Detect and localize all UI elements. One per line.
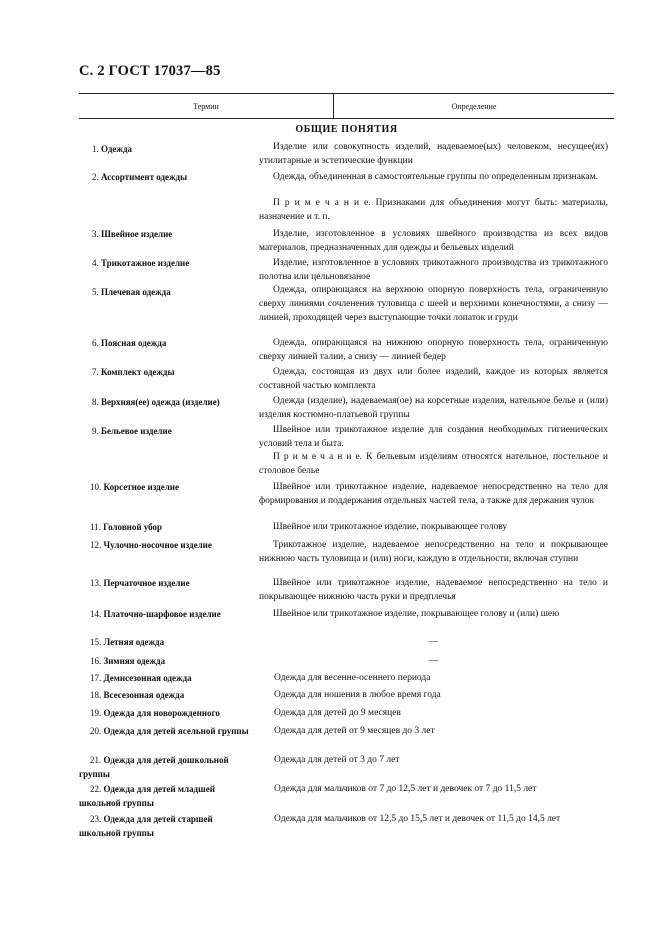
term-number: 11. [90, 522, 104, 532]
term-text: Демисезонная одежда [103, 673, 192, 683]
definition-text: Изделие или совокупность изделий, надеваемое(ых) человеком, несущее(их) утилитарные и эстетические функции [259, 142, 608, 166]
term-text: Перчаточное изделие [103, 578, 190, 588]
definition-text: Одежда, опирающаяся на нижнюю опорную поверхность тела, ограниченную сверху линией талии, а снизу — линией бедер [259, 338, 608, 362]
definition-text: Швейное или трикотажное изделие, надеваемое непосредственно на тело и покрывающее нижнюю часть руки и предплечья [259, 578, 608, 602]
term-number: 2. [92, 172, 101, 182]
column-header-term: Термин [193, 102, 219, 111]
table-header [79, 93, 614, 119]
term-number: 13. [90, 578, 104, 588]
term-text: Одежда для детей ясельной группы [103, 726, 249, 736]
definition-text: Одежда для детей от 9 месяцев до 3 лет [274, 726, 435, 736]
term-item [79, 424, 255, 438]
term-text: Одежда для детей старшей школьной группы [79, 814, 213, 838]
term-item [79, 395, 255, 409]
term-number: 7. [92, 367, 101, 377]
term-number: 6. [92, 338, 101, 348]
term-item [79, 256, 255, 270]
definition-note: П р и м е ч а н и е. Признаками для объединения могут быть: материалы, назначение и т. п. [259, 198, 608, 222]
term-item [79, 365, 255, 379]
term-number: 14. [90, 609, 104, 619]
term-text: Плечевая одежда [101, 287, 171, 297]
term-number: 4. [92, 258, 101, 268]
term-text: Одежда [101, 144, 133, 154]
term-item [79, 576, 255, 590]
term-item [79, 170, 255, 184]
term-item [79, 480, 255, 494]
term-text: Одежда для детей младшей школьной группы [79, 784, 215, 808]
term-text: Верхняя(ее) одежда (изделие) [101, 397, 220, 407]
definition-text: — [428, 656, 439, 666]
term-item [79, 671, 255, 685]
term-item [79, 227, 255, 241]
definition-text: Одежда для мальчиков от 7 до 12,5 лет и девочек от 7 до 11,5 лет [274, 784, 537, 794]
term-text: Летняя одежда [103, 637, 165, 647]
term-number: 16. [90, 656, 104, 666]
term-item [79, 654, 255, 668]
term-item [79, 812, 255, 840]
term-item [79, 706, 255, 720]
definition-text: Изделие, изготовленное в условиях швейного производства из всех видов материалов, предназначенных для одежды и бельевых изделий [259, 229, 608, 253]
column-header-definition: Определение [451, 102, 497, 111]
section-title: ОБЩИЕ ПОНЯТИЯ [295, 124, 398, 135]
term-number: 10. [90, 482, 104, 492]
term-text: Корсетное изделие [103, 482, 179, 492]
term-item [79, 607, 255, 621]
term-number: 23. [90, 814, 104, 824]
term-number: 17. [90, 673, 104, 683]
definition-text: Одежда для детей от 3 до 7 лет [274, 755, 400, 765]
term-number: 21. [90, 755, 104, 765]
term-number: 22. [90, 784, 104, 794]
definition-text: Одежда для весенне-осеннего периода [274, 673, 431, 683]
page-header: С. 2 ГОСТ 17037—85 [79, 63, 221, 79]
term-text: Швейное изделие [101, 229, 173, 239]
definition-text: — [428, 637, 439, 647]
term-text: Всесезонная одежда [103, 690, 185, 700]
term-item [79, 336, 255, 350]
term-text: Чулочно-носочное изделие [103, 540, 212, 550]
term-number: 1. [92, 144, 101, 154]
definition-text: Швейное или трикотажное изделие, покрывающее голову и (или) шею [273, 609, 560, 619]
term-text: Комплект одежды [101, 367, 175, 377]
term-number: 20. [90, 726, 104, 736]
definition-text: Одежда (изделие), надеваемая(ое) на корсетные изделия, нательное белье и (или) изделия костюмно-платьевой группы [259, 396, 608, 420]
term-number: 19. [90, 708, 104, 718]
term-item [79, 753, 255, 781]
term-number: 12. [90, 540, 104, 550]
definition-text: Одежда для детей до 9 месяцев [274, 708, 401, 718]
term-text: Одежда для детей дошкольной группы [79, 755, 229, 779]
term-number: 3. [92, 229, 101, 239]
term-item [79, 538, 255, 552]
term-text: Ассортимент одежды [101, 172, 188, 182]
term-item [79, 688, 255, 702]
term-item [79, 635, 255, 649]
term-item [79, 782, 255, 810]
term-text: Трикотажное изделие [101, 258, 190, 268]
definition-note: П р и м е ч а н и е. К бельевым изделиям относятся нательное, постельное и столовое белье [259, 452, 608, 476]
term-number: 5. [92, 287, 101, 297]
definition-text: Трикотажное изделие, надеваемое непосредственно на тело и покрывающее нижнюю часть туловища и (или) ноги, каждую в отдельности, включая ступни [259, 540, 608, 564]
term-text: Зимняя одежда [103, 656, 166, 666]
definition-text: Одежда для ношения в любое время года [274, 690, 441, 700]
term-number: 18. [90, 690, 104, 700]
term-text: Головной убор [103, 522, 163, 532]
term-number: 15. [90, 637, 104, 647]
term-text: Бельевое изделие [101, 426, 172, 436]
term-item [79, 520, 255, 534]
term-number: 9. [92, 426, 101, 436]
term-item [79, 724, 255, 738]
definition-text: Одежда, опирающаяся на верхнюю опорную поверхность тела, ограниченную сверху линиями сочленения туловища с шеей и верхними конечностями, а снизу — линией, проходящей через выступающие точки лопаток и груди [259, 285, 608, 323]
definition-text: Одежда для мальчиков от 12,5 до 15,5 лет и девочек от 11,5 до 14,5 лет [274, 814, 561, 824]
term-text: Одежда для новорожденного [103, 708, 220, 718]
definition-text: Одежда, объединенная в самостоятельные группы по определенным признакам. [273, 172, 599, 182]
term-text: Поясная одежда [101, 338, 167, 348]
definition-text: Швейное или трикотажное изделие для создания необходимых гигиенических условий тела и быта. [259, 425, 608, 449]
definition-text: Швейное или трикотажное изделие, покрывающее голову [273, 522, 508, 532]
definition-text: Одежда, состоящая из двух или более изделий, каждое из которых является составной частью комплекта [259, 367, 608, 391]
term-item [79, 285, 255, 299]
term-number: 8. [92, 397, 101, 407]
term-item [79, 142, 255, 156]
term-text: Платочно-шарфовое изделие [103, 609, 221, 619]
definition-text: Изделие, изготовленное в условиях трикотажного производства из трикотажного полотна или цельновязаное [259, 258, 608, 282]
definition-text: Швейное или трикотажное изделие, надеваемое непосредственно на тело для формирования и поддержания отдельных частей тела, а также для держания чулок [259, 482, 608, 506]
